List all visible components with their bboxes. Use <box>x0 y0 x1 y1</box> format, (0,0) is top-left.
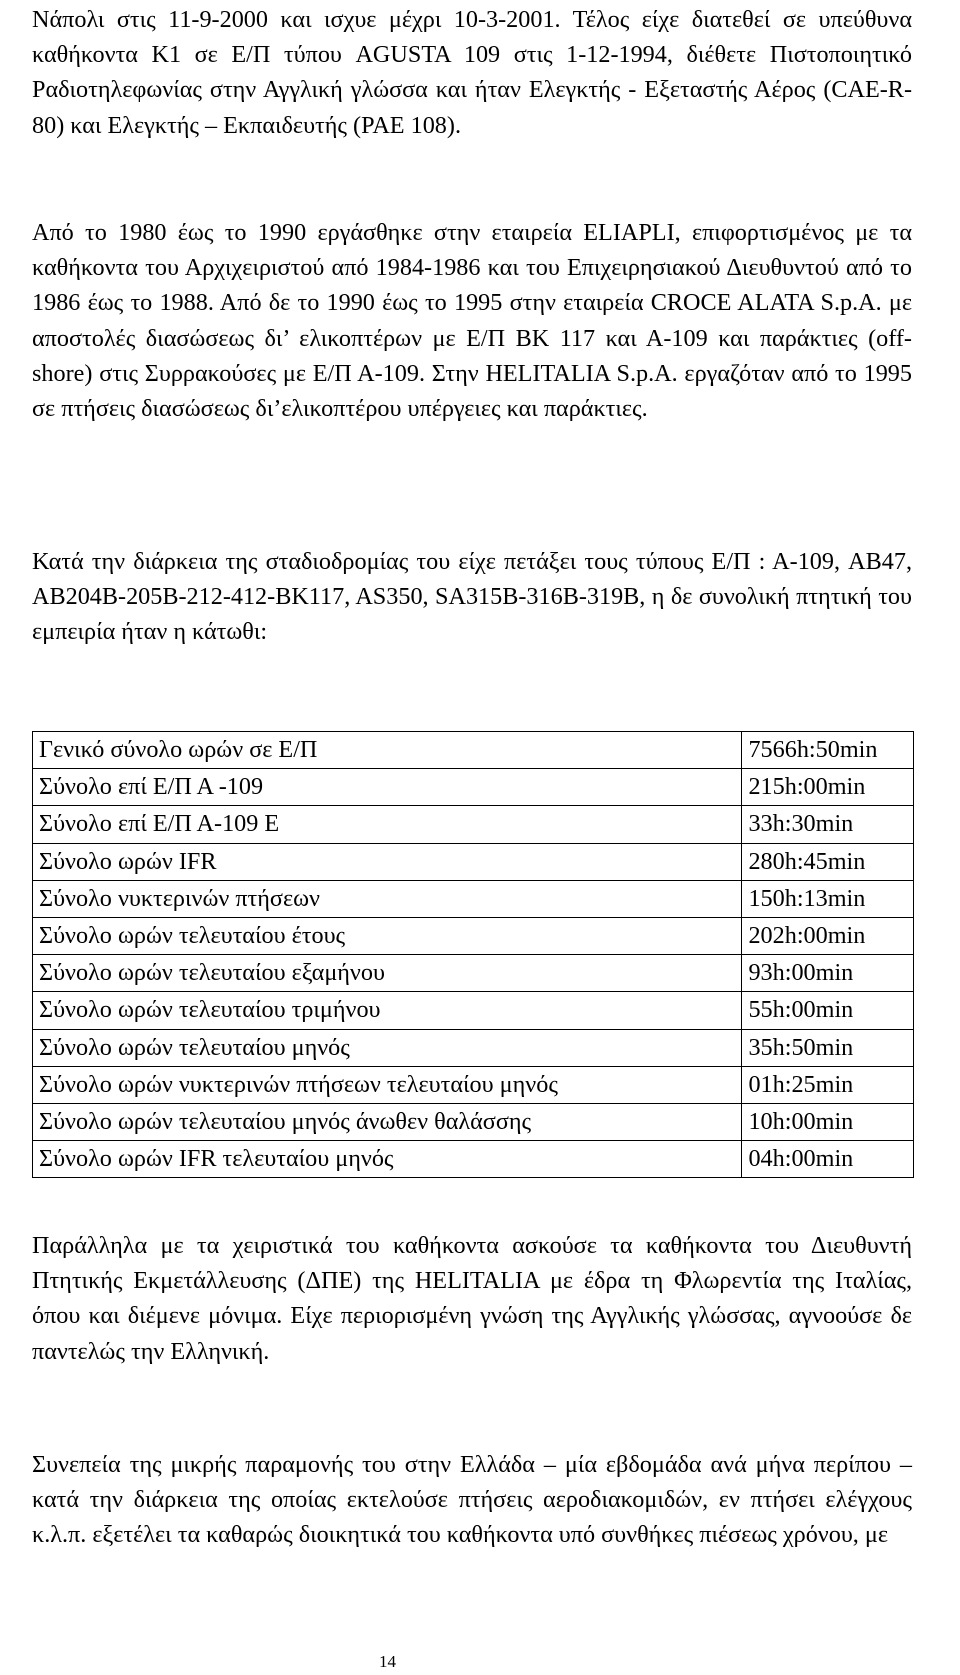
hours-label: Σύνολο επί Ε/Π Α-109 Ε <box>33 806 742 843</box>
hours-value: 202h:00min <box>742 917 914 954</box>
page-number: 14 <box>379 1652 396 1671</box>
hours-value: 55h:00min <box>742 992 914 1029</box>
hours-label: Σύνολο ωρών τελευταίου τριμήνου <box>33 992 742 1029</box>
table-row <box>33 806 914 843</box>
hours-value: 7566h:50min <box>742 732 914 769</box>
table-row <box>33 880 914 917</box>
table-row <box>33 955 914 992</box>
hours-value: 01h:25min <box>742 1066 914 1103</box>
hours-label: Σύνολο ωρών νυκτερινών πτήσεων τελευταίου μηνός <box>33 1066 742 1103</box>
hours-label: Σύνολο ωρών τελευταίου εξαμήνου <box>33 955 742 992</box>
table-row <box>33 732 914 769</box>
paragraph-aircraft-types: Κατά την διάρκεια της σταδιοδρομίας του είχε πετάξει τους τύπους Ε/Π : Α-109, AB47, AB204B-205B-212-412-BK117, AS350, SA315B-316B-319B, η δε συνολική πτητική του εμπειρία ήταν η κάτωθι: <box>32 548 912 646</box>
paragraph-employment-history: Από το 1980 έως το 1990 εργάσθηκε στην εταιρεία ELIAPLI, επιφορτισμένος με τα καθήκοντα του Αρχιχειριστού από 1984-1986 και του Επιχειρησιακού Διευθυντού από το 1986 έως το 1988. Από δε το 1990 έως το 1995 στην εταιρεία CROCE ALATA S.p.A. με αποστολές διασώσεως δι’ ελικοπτέρων με Ε/Π ΒΚ 117 και Α-109 και παράκτιες (off-shore) στις Συρρακούσες με Ε/Π Α-109. Στην HELITALIA S.p.A. εργαζόταν από το 1995 σε πτήσεις διασώσεως δι’ελικοπτέρου υπέργειες και παράκτιες. <box>32 219 912 423</box>
paragraph-operations-director: Παράλληλα με τα χειριστικά του καθήκοντα ασκούσε τα καθήκοντα του Διευθυντή Πτητικής Εκμετάλλευσης (ΔΠΕ) της HELITALIA με έδρα τη Φλωρεντία της Ιταλίας, όπου και διέμενε μόνιμα. Είχε περιορισμένη γνώση της Αγγλικής γλώσσας, αγνοούσε δε παντελώς την Ελληνική. <box>32 1232 912 1365</box>
paragraph-time-pressure: Συνεπεία της μικρής παραμονής του στην Ελλάδα – μία εβδομάδα ανά μήνα περίπου – κατά την διάρκεια της οποίας εκτελούσε πτήσεις αεροδιακομιδών, εν πτήσει ελέγχους κ.λ.π. εξετέλει τα καθαρώς διοικητικά του καθήκοντα υπό συνθήκες πιέσεως χρόνου, με <box>32 1451 912 1549</box>
hours-value: 150h:13min <box>742 880 914 917</box>
hours-label: Σύνολο ωρών τελευταίου μηνός <box>33 1029 742 1066</box>
hours-value: 33h:30min <box>742 806 914 843</box>
hours-label: Σύνολο ωρών IFR τελευταίου μηνός <box>33 1141 742 1178</box>
table-row <box>33 992 914 1029</box>
table-row <box>33 1141 914 1178</box>
table-row <box>33 1066 914 1103</box>
hours-label: Σύνολο νυκτερινών πτήσεων <box>33 880 742 917</box>
table-row <box>33 843 914 880</box>
hours-value: 10h:00min <box>742 1103 914 1140</box>
table-row <box>33 917 914 954</box>
hours-label: Σύνολο ωρών IFR <box>33 843 742 880</box>
flight-hours-table <box>32 731 914 1178</box>
paragraph-career-start: Νάπολι στις 11-9-2000 και ισχυε μέχρι 10-3-2001. Τέλος είχε διατεθεί σε υπεύθυνα καθήκοντα Κ1 σε Ε/Π τύπου AGUSTA 109 στις 1-12-1994, διέθετε Πιστοποιητικό Ραδιοτηλεφωνίας στην Αγγλική γλώσσα και ήταν Ελεγκτής - Εξεταστής Αέρος (CAE-R-80) και Ελεγκτής – Εκπαιδευτής (PAE 108). <box>32 6 912 139</box>
table-row <box>33 769 914 806</box>
hours-label: Σύνολο ωρών τελευταίου έτους <box>33 917 742 954</box>
hours-label: Γενικό σύνολο ωρών σε Ε/Π <box>33 732 742 769</box>
table-row <box>33 1103 914 1140</box>
hours-value: 280h:45min <box>742 843 914 880</box>
hours-label: Σύνολο ωρών τελευταίου μηνός άνωθεν θαλάσσης <box>33 1103 742 1140</box>
hours-value: 35h:50min <box>742 1029 914 1066</box>
hours-label: Σύνολο επί Ε/Π Α -109 <box>33 769 742 806</box>
hours-value: 93h:00min <box>742 955 914 992</box>
hours-value: 04h:00min <box>742 1141 914 1178</box>
table-row <box>33 1029 914 1066</box>
hours-value: 215h:00min <box>742 769 914 806</box>
